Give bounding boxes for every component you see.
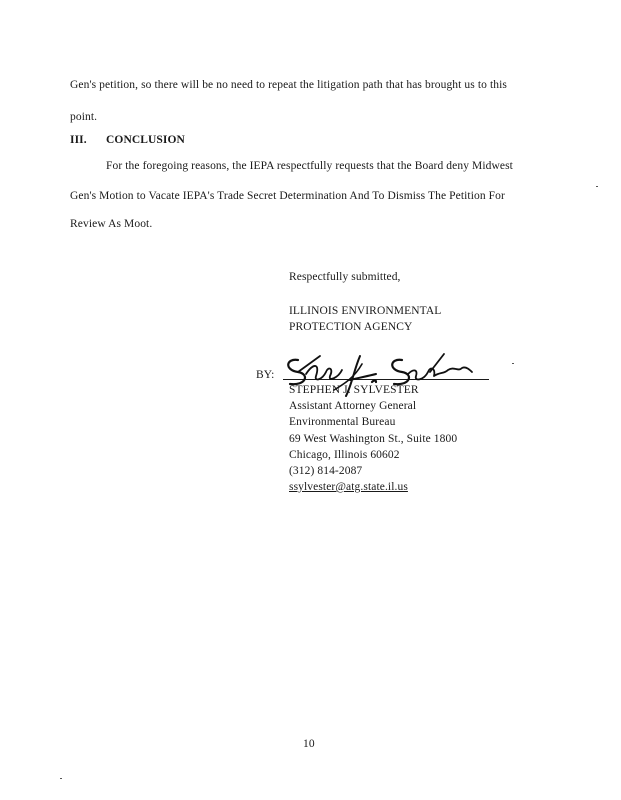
by-label: BY: — [256, 369, 275, 381]
body-text-line: Gen's petition, so there will be no need to repeat the litigation path that has brought us to this — [70, 79, 507, 91]
signatory-address: 69 West Washington St., Suite 1800 — [289, 433, 458, 445]
scan-speck — [512, 363, 514, 364]
conclusion-text-line: Review As Moot. — [70, 218, 153, 230]
scan-speck — [60, 778, 62, 779]
signatory-email: ssylvester@atg.state.il.us — [289, 481, 408, 493]
body-text-line: point. — [70, 111, 98, 123]
signatory-city: Chicago, Illinois 60602 — [289, 449, 400, 461]
conclusion-text-line: For the foregoing reasons, the IEPA respectfully requests that the Board deny Midwest — [106, 160, 513, 172]
signatory-bureau: Environmental Bureau — [289, 416, 396, 428]
section-number: III. — [70, 134, 87, 146]
closing-salutation: Respectfully submitted, — [289, 271, 401, 283]
page-number: 10 — [303, 738, 315, 750]
scan-speck — [596, 186, 598, 187]
conclusion-text-line: Gen's Motion to Vacate IEPA's Trade Secret Determination And To Dismiss The Petition For — [70, 190, 505, 202]
signatory-phone: (312) 814-2087 — [289, 465, 363, 477]
organization-line: PROTECTION AGENCY — [289, 321, 413, 333]
signatory-name: STEPHEN J. SYLVESTER — [289, 384, 419, 396]
organization-line: ILLINOIS ENVIRONMENTAL — [289, 305, 442, 317]
section-title: CONCLUSION — [106, 134, 185, 146]
signatory-title: Assistant Attorney General — [289, 400, 417, 412]
